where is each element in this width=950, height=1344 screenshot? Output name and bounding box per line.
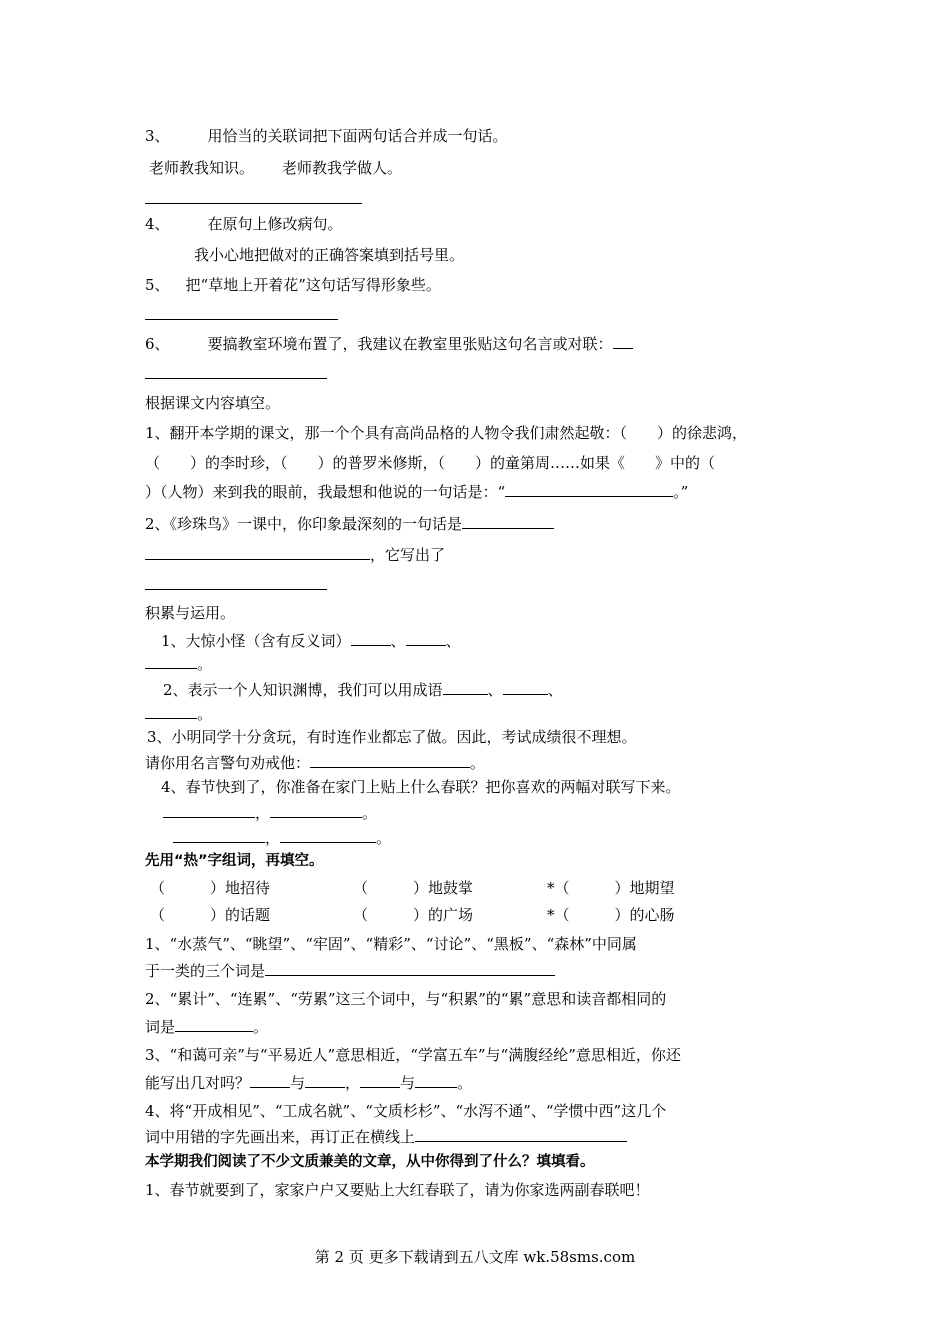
question-line: 词是 。 xyxy=(145,1018,269,1036)
question-6: 6、 要搞教室环境布置了，我建议在教室里张贴这句名言或对联： xyxy=(145,334,633,354)
answer-blank[interactable] xyxy=(265,961,555,976)
section-heading-reading: 本学期我们阅读了不少文质兼美的文章，从中你得到了什么？填填看。 xyxy=(145,1154,595,1170)
question-line: 1、“水蒸气”、“眺望”、“牢固”、“精彩”、“讨论”、“黑板”、“森林”中同属 xyxy=(145,935,637,953)
section-heading-accumulate: 积累与运用。 xyxy=(145,604,236,622)
answer-blank[interactable] xyxy=(163,803,255,818)
question-line: 1、大惊小怪（含有反义词） 、 、 xyxy=(161,632,461,650)
answer-blank[interactable] xyxy=(250,1073,290,1088)
answer-blank[interactable] xyxy=(415,1073,457,1088)
couplet-line: ， 。 xyxy=(173,828,391,848)
answer-blank[interactable] xyxy=(613,334,633,349)
question-line: 2、《珍珠鸟》一课中，你印象最深刻的一句话是 xyxy=(145,514,554,534)
couplet-line: ， 。 xyxy=(163,803,377,823)
question-line: 词中用错的字先画出来，再订正在横线上 xyxy=(145,1127,627,1147)
answer-blank[interactable] xyxy=(280,828,376,843)
question-line: 3、小明同学十分贪玩，有时连作业都忘了做。因此，考试成绩很不理想。 xyxy=(147,728,637,746)
question-line: 能写出几对吗？ 与 ， 与 。 xyxy=(145,1074,473,1092)
answer-blank[interactable] xyxy=(505,482,673,497)
answer-blank[interactable] xyxy=(462,514,554,529)
question-line: 。 xyxy=(145,704,212,724)
page-footer: 第 2 页 更多下载请到五八文库 wk.58sms.com xyxy=(314,1248,636,1266)
answer-line[interactable] xyxy=(145,589,327,590)
question-line: （ ）的李时珍，（ ）的普罗米修斯，（ ）的童第周……如果《 》中的（ xyxy=(145,454,716,472)
question-5: 5、 把“草地上开着花”这句话写得形象些。 xyxy=(145,276,441,294)
question-line: 2、“累计”、“连累”、“劳累”这三个词中，与“积累”的“累”意思和读音都相同的 xyxy=(145,990,667,1008)
answer-blank[interactable] xyxy=(310,753,470,768)
question-line: 3、“和蔼可亲”与“平易近人”意思相近，“学富五车”与“满腹经纶”意思相近，你还 xyxy=(145,1046,681,1064)
section-heading-fill: 根据课文内容填空。 xyxy=(145,394,281,412)
question-line: 4、将“开成相见”、“工成名就”、“文质杉杉”、“水泻不通”、“学惯中西”这几个 xyxy=(145,1102,667,1120)
answer-blank[interactable] xyxy=(443,680,488,695)
question-line: ）（人物）来到我的眼前，我最想和他说的一句话是：“ 。” xyxy=(145,483,689,501)
answer-line[interactable] xyxy=(145,378,327,379)
question-line: ，它写出了 xyxy=(145,545,445,565)
question-line: 请你用名言警句劝戒他： 。 xyxy=(145,754,486,772)
answer-blank[interactable] xyxy=(175,1017,253,1032)
answer-line[interactable] xyxy=(145,203,362,204)
question-line: 。 xyxy=(145,654,212,674)
answer-line[interactable] xyxy=(145,319,338,320)
answer-blank[interactable] xyxy=(270,803,362,818)
answer-blank[interactable] xyxy=(173,828,265,843)
answer-blank[interactable] xyxy=(305,1073,345,1088)
question-line: 1、春节就要到了，家家户户又要贴上大红春联了，请为你家选两副春联吧！ xyxy=(145,1181,650,1199)
answer-blank[interactable] xyxy=(360,1073,400,1088)
question-4-sentence: 我小心地把做对的正确答案填到括号里。 xyxy=(194,246,465,264)
answer-blank[interactable] xyxy=(145,654,197,669)
question-3: 3、 用恰当的关联词把下面两句话合并成一句话。 xyxy=(145,127,508,145)
answer-blank[interactable] xyxy=(503,680,548,695)
answer-blank[interactable] xyxy=(145,545,370,560)
question-line: 1、翻开本学期的课文，那一个个具有高尚品格的人物令我们肃然起敬：（ ）的徐悲鸿， xyxy=(145,424,748,442)
question-line: 2、表示一个人知识渊博，我们可以用成语 、 、 xyxy=(163,681,563,699)
question-line: 于一类的三个词是 xyxy=(145,961,555,981)
answer-blank[interactable] xyxy=(415,1127,627,1142)
answer-blank[interactable] xyxy=(145,704,197,719)
answer-blank[interactable] xyxy=(406,631,446,646)
section-heading-re: 先用“热”字组词，再填空。 xyxy=(145,853,324,869)
answer-blank[interactable] xyxy=(351,631,391,646)
question-3-sentences: 老师教我知识。 老师教我学做人。 xyxy=(149,159,403,177)
question-line: 4、春节快到了，你准备在家门上贴上什么春联？把你喜欢的两幅对联写下来。 xyxy=(161,778,681,796)
question-4: 4、 在原句上修改病句。 xyxy=(145,215,343,233)
